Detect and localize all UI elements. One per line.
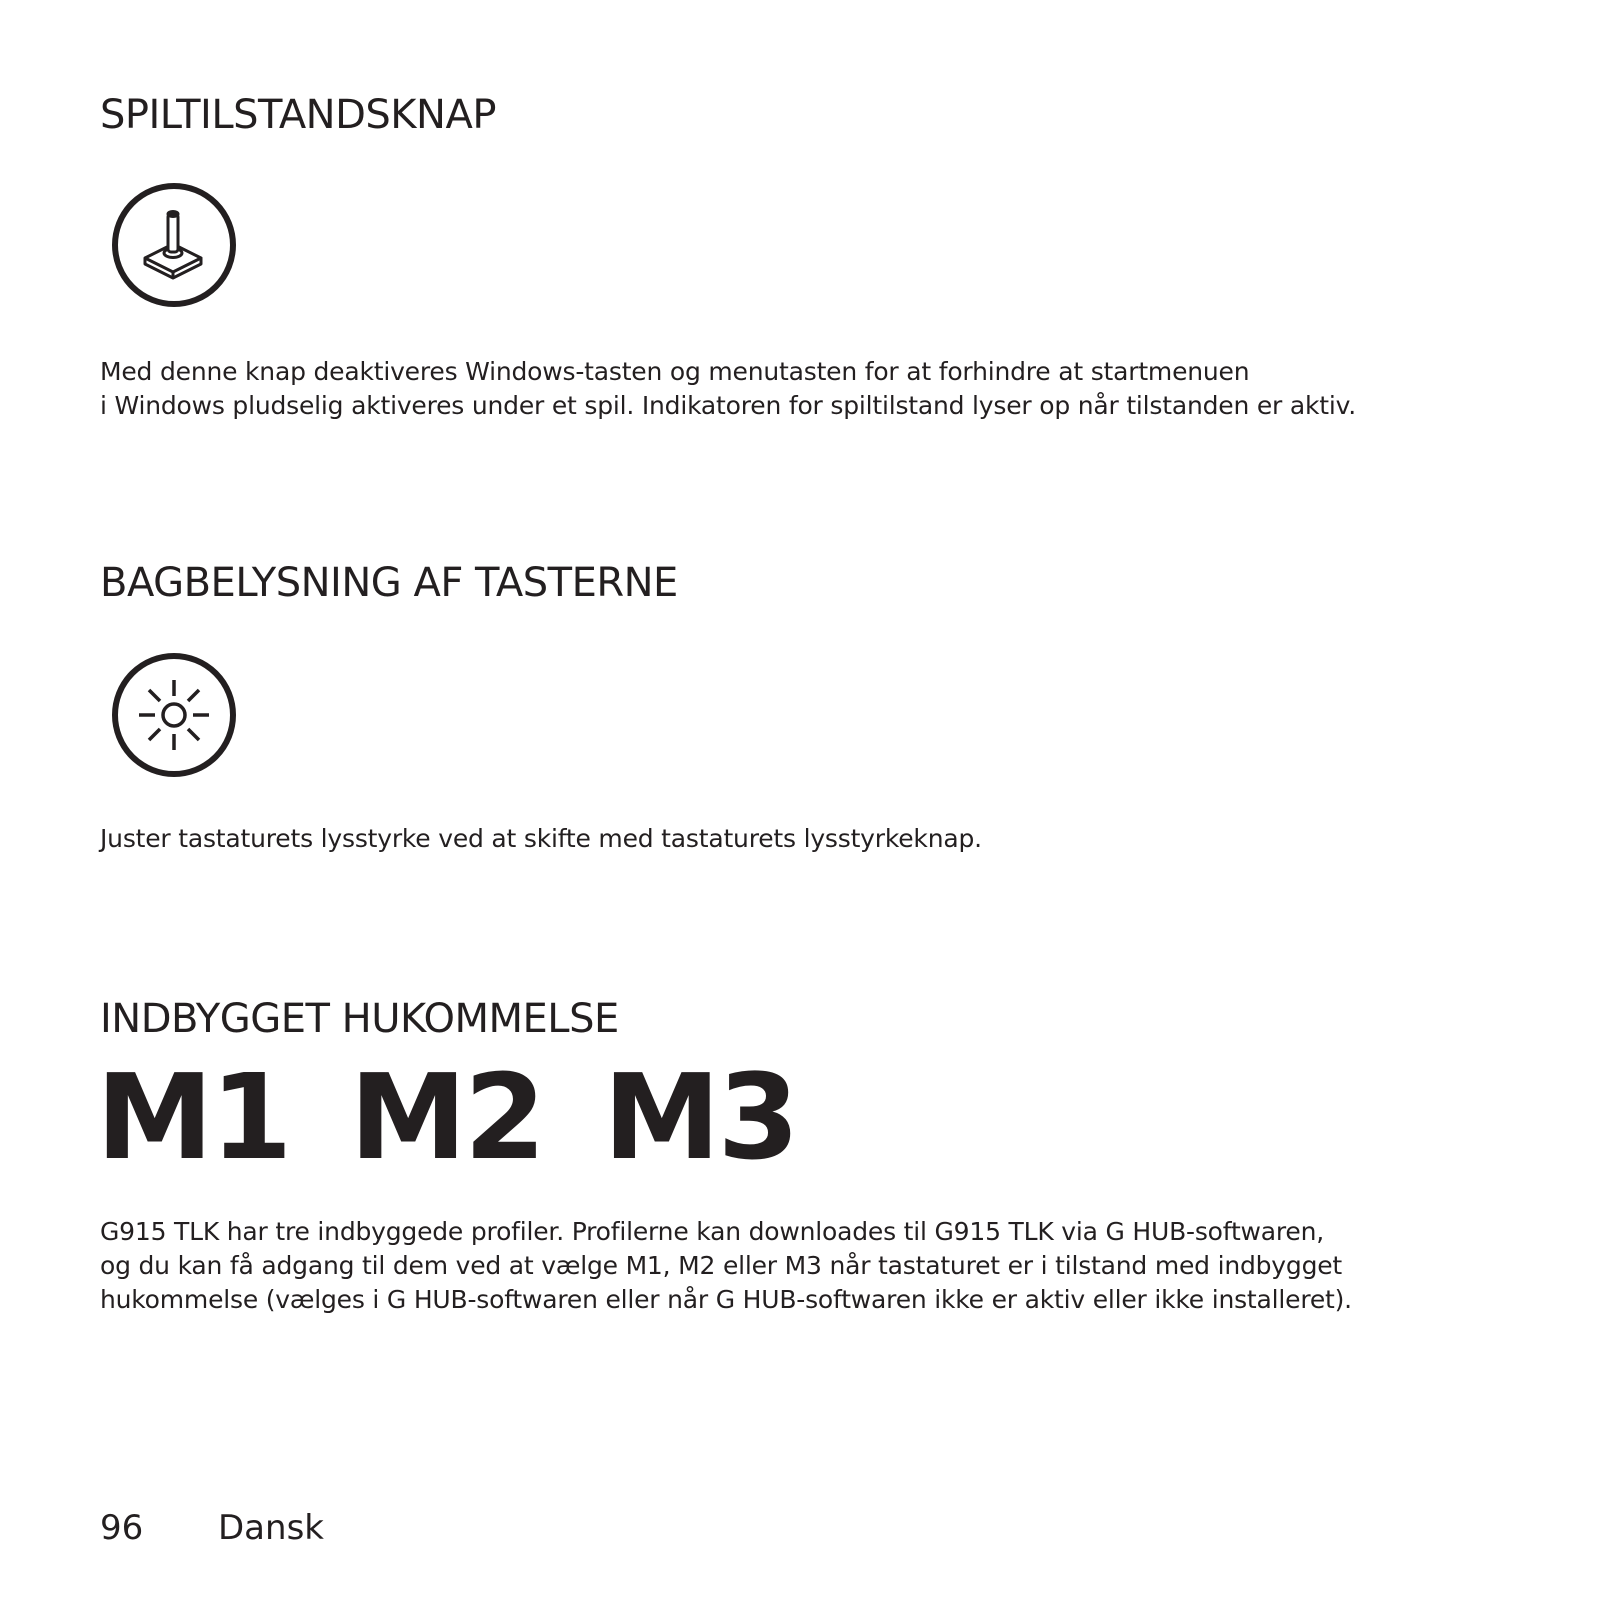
onboard-memory-line-1: G915 TLK har tre indbyggede profiler. Profilerne kan downloades til G915 TLK via G HUB-softwaren, xyxy=(100,1217,1325,1246)
page-footer xyxy=(100,1508,324,1548)
brightness-icon xyxy=(111,652,237,778)
memory-key-m1: M1 xyxy=(96,1048,290,1186)
onboard-memory-line-3: hukommelse (vælges i G HUB-softwaren eller når G HUB-softwaren ikke er aktiv eller ikke installeret). xyxy=(100,1285,1352,1314)
game-mode-line-2: i Windows pludselig aktiveres under et spil. Indikatoren for spiltilstand lyser op når tilstanden er aktiv. xyxy=(100,391,1357,420)
memory-key-m3: M3 xyxy=(603,1048,797,1186)
game-mode-heading: SPILTILSTANDSKNAP xyxy=(100,92,496,138)
page-number: 96 xyxy=(100,1508,144,1548)
onboard-memory-heading: INDBYGGET HUKOMMELSE xyxy=(100,996,619,1042)
onboard-memory-description xyxy=(100,1215,1352,1317)
game-mode-line-1: Med denne knap deaktiveres Windows-tasten og menutasten for at forhindre at startmenuen xyxy=(100,357,1250,386)
language-label: Dansk xyxy=(218,1508,324,1548)
backlighting-description xyxy=(100,822,982,856)
backlighting-line-1: Juster tastaturets lysstyrke ved at skifte med tastaturets lysstyrkeknap. xyxy=(100,824,982,853)
brightness-icon-graphic xyxy=(111,652,237,778)
memory-key-m2: M2 xyxy=(349,1048,544,1186)
joystick-icon xyxy=(111,182,237,308)
memory-keys xyxy=(96,1048,797,1186)
game-mode-description xyxy=(100,355,1356,423)
onboard-memory-line-2: og du kan få adgang til dem ved at vælge M1, M2 eller M3 når tastaturet er i tilstand med indbygget xyxy=(100,1251,1343,1280)
joystick-icon-graphic xyxy=(111,182,237,308)
backlighting-heading: BAGBELYSNING AF TASTERNE xyxy=(100,560,678,606)
